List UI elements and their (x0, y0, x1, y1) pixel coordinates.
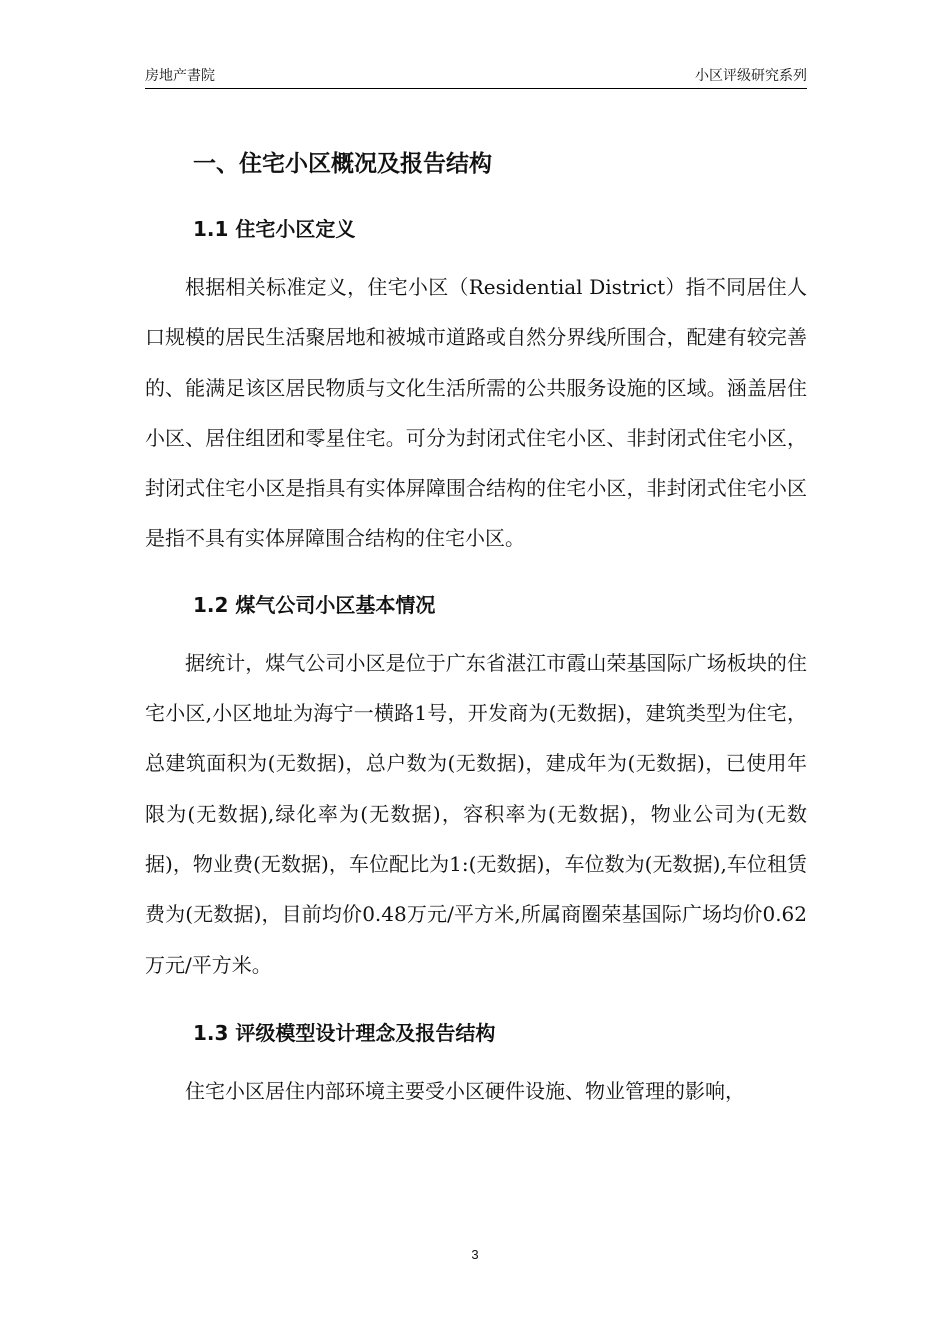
chapter-title: 一、住宅小区概况及报告结构 (193, 151, 492, 177)
header-publisher: 房地产書院 (145, 68, 215, 84)
section-paragraph-1-1: 根据相关标准定义，住宅小区（Residential District）指不同居住人口规模的居民生活聚居地和被城市道路或自然分界线所围合，配建有较完善的、能满足该区居民物质与文化生活所需的公共服务设施的区域。涵盖居住小区、居住组团和零星住宅。可分为封闭式住宅小区、非封闭式住宅小区，封闭式住宅小区是指具有实体屏障围合结构的住宅小区，非封闭式住宅小区是指不具有实体屏障围合结构的住宅小区。 (145, 275, 807, 551)
section-heading-1-2: 1.2 煤气公司小区基本情况 (193, 592, 436, 617)
page-header (145, 66, 807, 89)
section-paragraph-1-2: 据统计，煤气公司小区是位于广东省湛江市霞山荣基国际广场板块的住宅小区,小区地址为海宁一横路1号，开发商为(无数据)，建筑类型为住宅，总建筑面积为(无数据)，总户数为(无数据)，建成年为(无数据)，已使用年限为(无数据),绿化率为(无数据)，容积率为(无数据)，物业公司为(无数据)，物业费(无数据)，车位配比为1:(无数据)，车位数为(无数据),车位租赁费为(无数据)，目前均价0.48万元/平方米,所属商圈荣基国际广场均价0.62万元/平方米。 (145, 650, 807, 977)
section-paragraph-1-3: 住宅小区居住内部环境主要受小区硬件设施、物业管理的影响， (185, 1078, 745, 1103)
page-body (145, 140, 807, 1116)
header-series-title: 小区评级研究系列 (695, 68, 807, 84)
section-heading-1-1: 1.1 住宅小区定义 (193, 217, 356, 241)
page-number: 3 (471, 1247, 479, 1262)
section-heading-1-3: 1.3 评级模型设计理念及报告结构 (193, 1020, 496, 1045)
